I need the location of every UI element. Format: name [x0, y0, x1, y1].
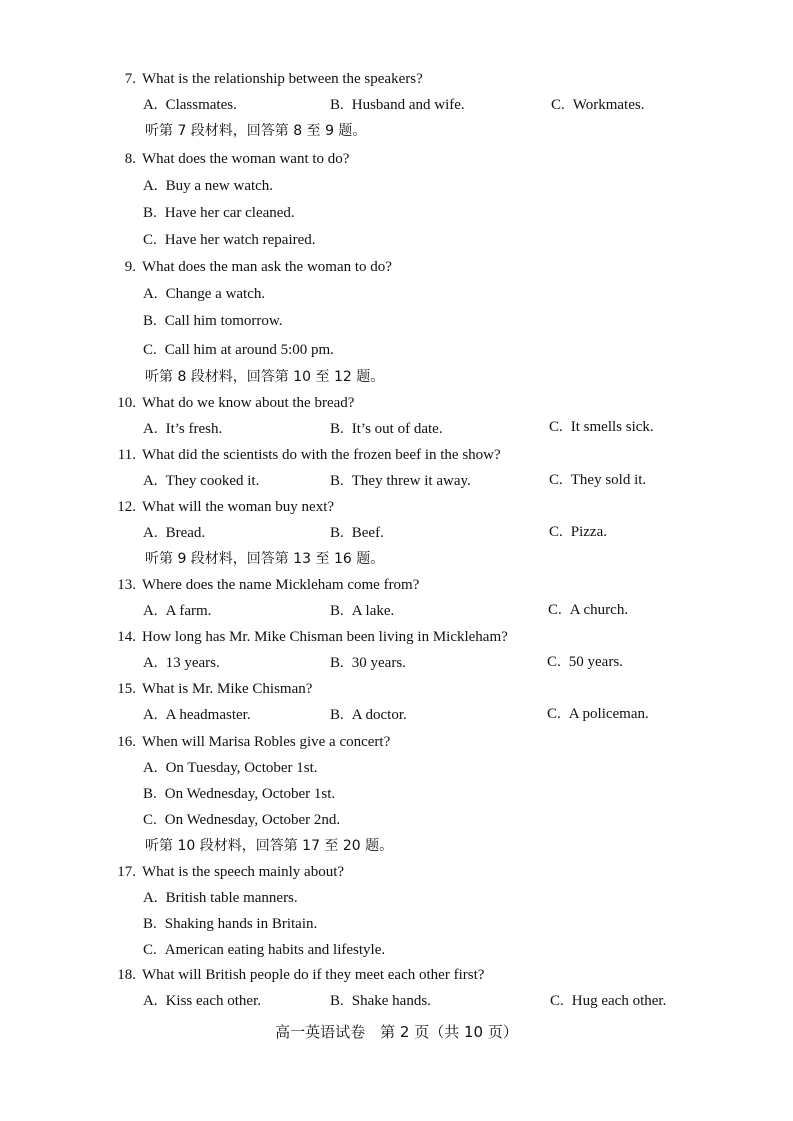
option-text: They sold it. — [570, 472, 647, 488]
question-number: 14. — [117, 629, 136, 645]
option-8c — [143, 230, 316, 250]
question-number: 18. — [117, 967, 136, 983]
option-text: A doctor. — [351, 707, 407, 723]
option-8a — [143, 176, 273, 196]
option-7c — [551, 95, 644, 115]
option-18b — [330, 991, 431, 1011]
option-16b — [143, 784, 335, 804]
option-9b — [143, 311, 283, 331]
question-text: What is the relationship between the speakers? — [142, 71, 423, 87]
option-letter: A. — [143, 525, 158, 541]
option-letter: A. — [143, 286, 158, 302]
question-7 — [110, 69, 423, 89]
option-text: Have her watch repaired. — [164, 232, 316, 248]
option-text: Call him at around 5:00 pm. — [164, 342, 334, 358]
option-letter: C. — [143, 342, 157, 358]
option-10b — [330, 419, 443, 439]
option-text: It smells sick. — [570, 419, 654, 435]
question-text: What will the woman buy next? — [142, 499, 335, 515]
option-text: American eating habits and lifestyle. — [164, 942, 386, 958]
option-text: It’s fresh. — [165, 421, 223, 437]
option-text: Classmates. — [165, 97, 237, 113]
option-text: A policeman. — [568, 706, 649, 722]
option-16c — [143, 810, 340, 830]
option-text: It’s out of date. — [351, 421, 443, 437]
option-letter: C. — [547, 706, 561, 722]
option-text: A farm. — [165, 603, 212, 619]
option-12c — [549, 522, 607, 542]
option-text: On Tuesday, October 1st. — [165, 760, 318, 776]
option-letter: A. — [143, 707, 158, 723]
option-18c — [550, 991, 666, 1011]
option-letter: B. — [330, 655, 344, 671]
question-text: What is Mr. Mike Chisman? — [142, 681, 313, 697]
question-18 — [110, 965, 484, 985]
option-letter: A. — [143, 655, 158, 671]
option-text: Workmates. — [572, 97, 645, 113]
option-text: 13 years. — [165, 655, 220, 671]
question-10 — [110, 393, 354, 413]
section-instruction: 听第 8 段材料，回答第 10 至 12 题。 — [145, 369, 385, 385]
option-letter: C. — [549, 419, 563, 435]
question-number: 9. — [124, 259, 136, 275]
question-number: 8. — [124, 151, 136, 167]
option-15a — [143, 705, 251, 725]
question-number: 7. — [124, 71, 136, 87]
question-8 — [110, 149, 349, 169]
option-text: A church. — [569, 602, 629, 618]
option-13c — [548, 600, 628, 620]
option-text: They cooked it. — [165, 473, 260, 489]
option-16a — [143, 758, 318, 778]
option-12b — [330, 523, 384, 543]
question-text: When will Marisa Robles give a concert? — [142, 734, 391, 750]
option-text: Beef. — [351, 525, 384, 541]
option-7b — [330, 95, 465, 115]
option-text: Buy a new watch. — [165, 178, 274, 194]
option-15c — [547, 704, 649, 724]
option-17b — [143, 914, 317, 934]
option-text: A lake. — [351, 603, 395, 619]
option-letter: C. — [143, 942, 157, 958]
option-letter: A. — [143, 993, 158, 1009]
option-12a — [143, 523, 205, 543]
question-number: 15. — [117, 681, 136, 697]
option-9c — [143, 340, 334, 360]
option-letter: C. — [548, 602, 562, 618]
question-text: What will British people do if they meet each other first? — [142, 967, 485, 983]
question-text: What did the scientists do with the frozen beef in the show? — [142, 447, 501, 463]
option-text: They threw it away. — [351, 473, 471, 489]
option-text: Hug each other. — [571, 993, 667, 1009]
question-text: What does the man ask the woman to do? — [142, 259, 392, 275]
option-letter: B. — [143, 205, 157, 221]
option-14a — [143, 653, 220, 673]
option-text: Husband and wife. — [351, 97, 465, 113]
option-text: 50 years. — [568, 654, 623, 670]
option-18a — [143, 991, 261, 1011]
option-letter: A. — [143, 97, 158, 113]
option-letter: B. — [330, 473, 344, 489]
option-letter: C. — [550, 993, 564, 1009]
option-text: Kiss each other. — [165, 993, 261, 1009]
question-text: How long has Mr. Mike Chisman been living in Mickleham? — [142, 629, 508, 645]
option-text: A headmaster. — [165, 707, 251, 723]
question-number: 11. — [117, 447, 136, 463]
question-text: What does the woman want to do? — [142, 151, 350, 167]
option-10c — [549, 417, 654, 437]
section-instruction: 听第 10 段材料，回答第 17 至 20 题。 — [145, 838, 394, 854]
option-letter: B. — [330, 993, 344, 1009]
option-text: Pizza. — [570, 524, 607, 540]
question-text: What is the speech mainly about? — [142, 864, 345, 880]
option-11c — [549, 470, 646, 490]
option-letter: C. — [551, 97, 565, 113]
option-14b — [330, 653, 406, 673]
option-text: Have her car cleaned. — [164, 205, 295, 221]
option-11a — [143, 471, 259, 491]
option-letter: A. — [143, 760, 158, 776]
question-16 — [110, 732, 390, 752]
option-letter: C. — [547, 654, 561, 670]
option-text: Shake hands. — [351, 993, 431, 1009]
question-12 — [110, 497, 334, 517]
option-text: Bread. — [165, 525, 206, 541]
option-13a — [143, 601, 211, 621]
option-text: On Wednesday, October 2nd. — [164, 812, 341, 828]
option-17a — [143, 888, 298, 908]
question-number: 13. — [117, 577, 136, 593]
option-letter: C. — [549, 472, 563, 488]
page-footer: 高一英语试卷 第 2 页（共 10 页） — [275, 1023, 518, 1041]
question-number: 12. — [117, 499, 136, 515]
option-13b — [330, 601, 394, 621]
question-14 — [110, 627, 508, 647]
option-letter: C. — [143, 232, 157, 248]
option-letter: B. — [143, 313, 157, 329]
section-instruction: 听第 7 段材料，回答第 8 至 9 题。 — [145, 123, 367, 139]
option-letter: A. — [143, 890, 158, 906]
option-7a — [143, 95, 237, 115]
option-text: Shaking hands in Britain. — [164, 916, 318, 932]
option-14c — [547, 652, 623, 672]
option-8b — [143, 203, 295, 223]
option-9a — [143, 284, 265, 304]
option-letter: B. — [330, 603, 344, 619]
question-number: 17. — [117, 864, 136, 880]
option-letter: A. — [143, 421, 158, 437]
option-letter: C. — [549, 524, 563, 540]
option-15b — [330, 705, 407, 725]
question-17 — [110, 862, 344, 882]
option-letter: B. — [330, 525, 344, 541]
question-9 — [110, 257, 392, 277]
option-letter: B. — [143, 786, 157, 802]
question-number: 16. — [117, 734, 136, 750]
option-11b — [330, 471, 471, 491]
option-text: Change a watch. — [165, 286, 266, 302]
option-text: 30 years. — [351, 655, 406, 671]
question-text: Where does the name Mickleham come from? — [142, 577, 420, 593]
section-instruction: 听第 9 段材料，回答第 13 至 16 题。 — [145, 551, 385, 567]
question-13 — [110, 575, 419, 595]
option-letter: B. — [330, 97, 344, 113]
option-letter: A. — [143, 473, 158, 489]
option-text: British table manners. — [165, 890, 298, 906]
option-letter: B. — [143, 916, 157, 932]
option-text: On Wednesday, October 1st. — [164, 786, 336, 802]
option-10a — [143, 419, 222, 439]
question-15 — [110, 679, 312, 699]
option-17c — [143, 940, 385, 960]
question-number: 10. — [117, 395, 136, 411]
option-letter: C. — [143, 812, 157, 828]
option-letter: B. — [330, 707, 344, 723]
option-letter: B. — [330, 421, 344, 437]
option-letter: A. — [143, 603, 158, 619]
option-text: Call him tomorrow. — [164, 313, 283, 329]
question-11 — [110, 445, 501, 465]
option-letter: A. — [143, 178, 158, 194]
question-text: What do we know about the bread? — [142, 395, 355, 411]
